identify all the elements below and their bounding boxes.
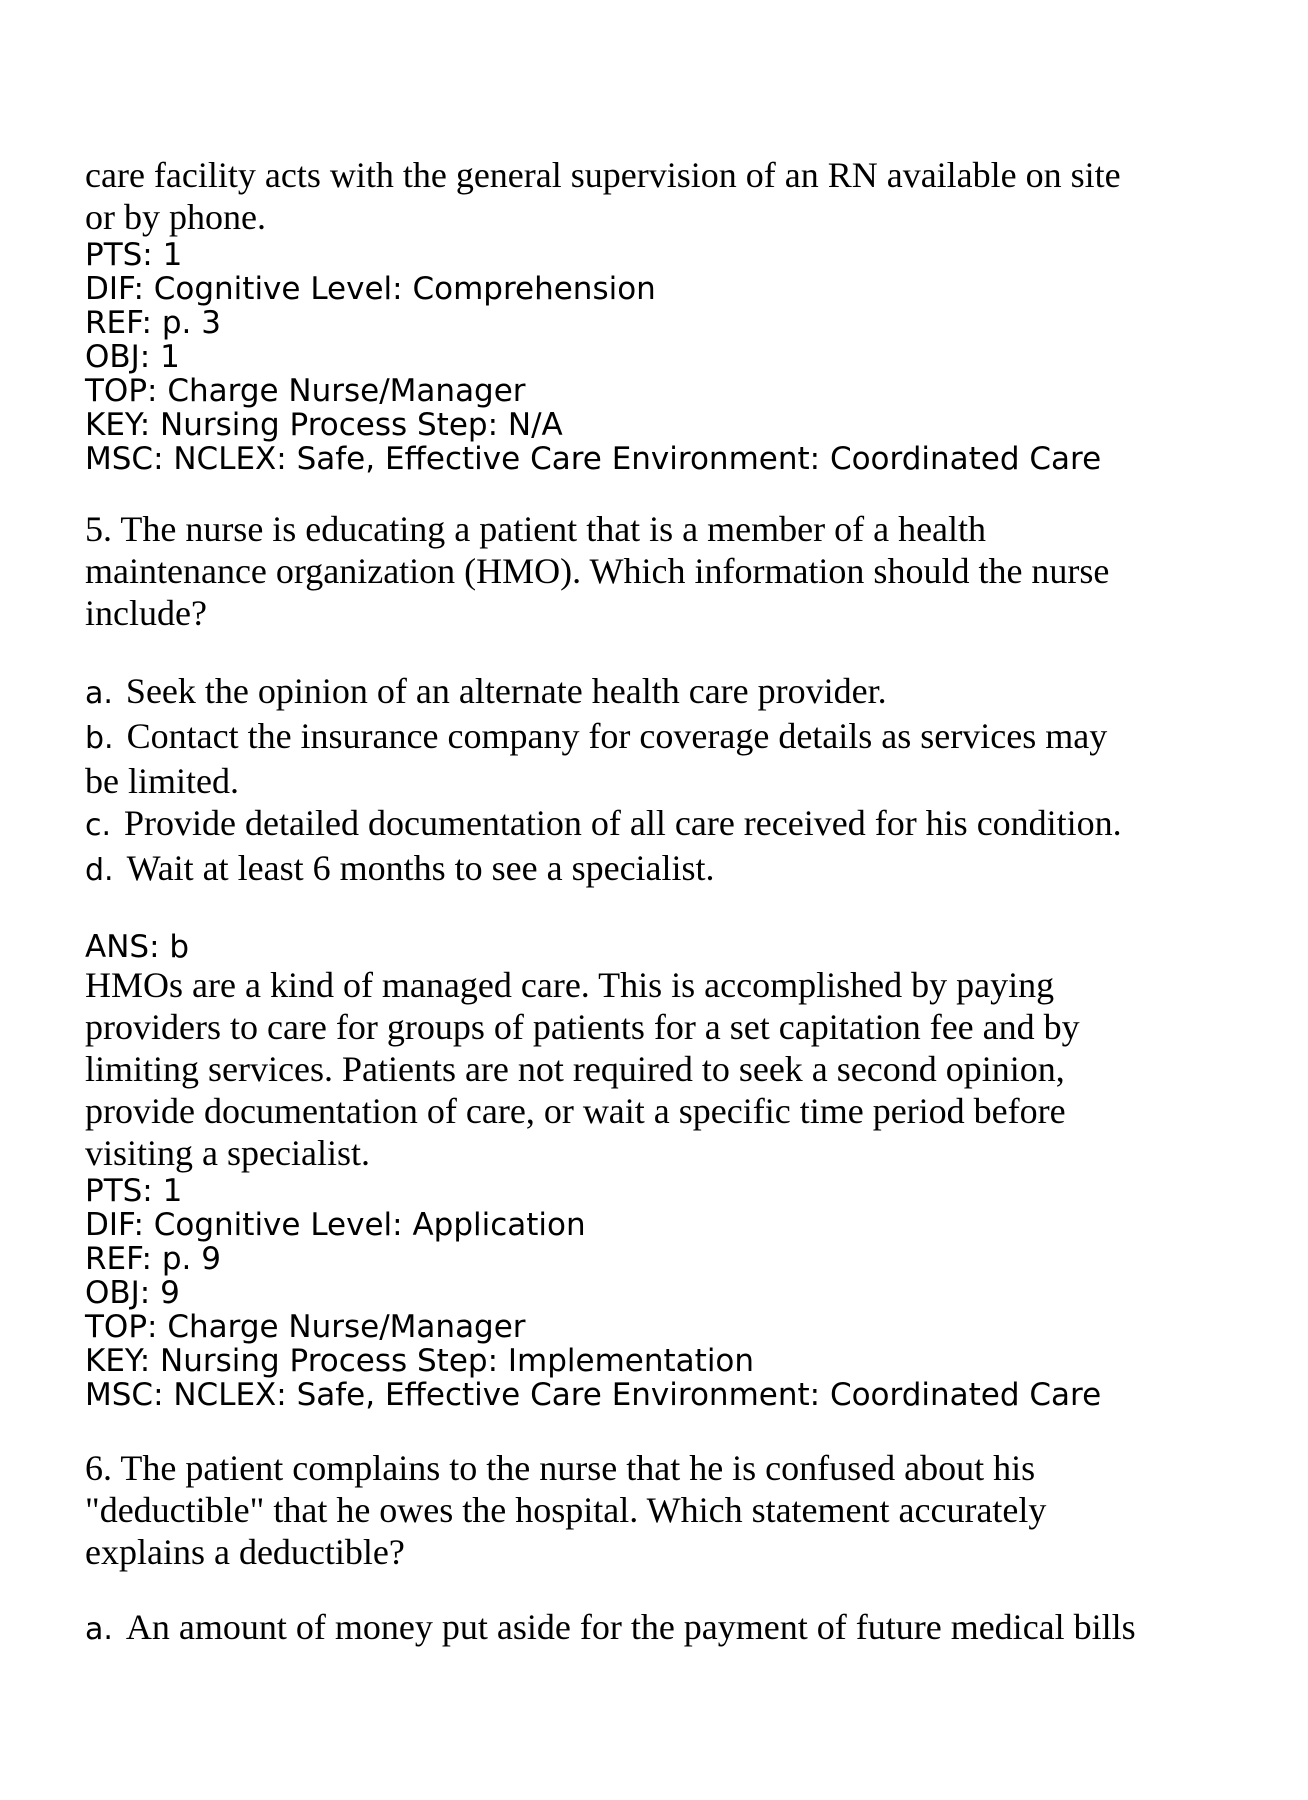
option-letter: a. [85,1612,113,1647]
question-stem-line: 6. The patient complains to the nurse that he is confused about his [85,1448,1036,1488]
meta-line-key: KEY: Nursing Process Step: N/A [85,407,563,443]
question-5 [85,508,1228,1412]
option-d [85,847,1228,892]
meta-line-obj: OBJ: 9 [85,1275,180,1311]
meta-line-top: TOP: Charge Nurse/Manager [85,373,526,409]
option-b-continuation: be limited. [85,761,239,801]
option-letter: b. [85,721,114,756]
answer-options [85,670,1228,892]
meta-line-ref: REF: p. 9 [85,1241,221,1277]
option-a [85,670,1228,715]
option-letter: c. [85,808,112,843]
option-text: Seek the opinion of an alternate health care provider. [125,671,887,711]
rationale-line: limiting services. Patients are not required to seek a second opinion, [85,1049,1065,1089]
answer-block [85,930,1228,1174]
meta-line-obj: OBJ: 1 [85,339,180,375]
option-text: Wait at least 6 months to see a specialist. [126,848,715,888]
question-stem [85,1447,1228,1573]
meta-line-dif: DIF: Cognitive Level: Application [85,1207,586,1243]
meta-line-pts: PTS: 1 [85,1173,183,1209]
meta-line-dif: DIF: Cognitive Level: Comprehension [85,271,656,307]
question-stem [85,508,1228,634]
meta-line-ref: REF: p. 3 [85,305,221,341]
meta-line-pts: PTS: 1 [85,237,183,273]
question-4-tail [85,154,1228,476]
question-text-line: or by phone. [85,197,266,237]
question-stem-line: explains a deductible? [85,1532,405,1572]
option-letter: d. [85,853,114,888]
option-text: Contact the insurance company for coverage details as services may [126,716,1108,756]
question-text-line: care facility acts with the general supervision of an RN available on site [85,155,1121,195]
question-5-meta [85,1174,1228,1412]
question-stem-line: include? [85,593,207,633]
rationale-line: HMOs are a kind of managed care. This is accomplished by paying [85,965,1055,1005]
option-text: Provide detailed documentation of all care received for his condition. [124,803,1122,843]
option-text: An amount of money put aside for the payment of future medical bills [125,1607,1136,1647]
meta-line-msc: MSC: NCLEX: Safe, Effective Care Environment: Coordinated Care [85,1377,1102,1413]
rationale-line: visiting a specialist. [85,1133,370,1173]
rationale-line: providers to care for groups of patients for a set capitation fee and by [85,1007,1080,1047]
question-6 [85,1447,1228,1651]
question-stem-line: maintenance organization (HMO). Which information should the nurse [85,551,1110,591]
answer-line: ANS: b [85,929,190,965]
rationale-line: provide documentation of care, or wait a specific time period before [85,1091,1066,1131]
option-letter: a. [85,676,113,711]
option-b [85,715,1228,760]
option-a [85,1606,1228,1651]
option-c [85,802,1228,847]
question-stem-line: 5. The nurse is educating a patient that is a member of a health [85,509,987,549]
meta-line-msc: MSC: NCLEX: Safe, Effective Care Environment: Coordinated Care [85,441,1102,477]
question-stem-line: "deductible" that he owes the hospital. Which statement accurately [85,1490,1047,1530]
answer-options [85,1606,1228,1651]
meta-line-key: KEY: Nursing Process Step: Implementation [85,1343,755,1379]
meta-line-top: TOP: Charge Nurse/Manager [85,1309,526,1345]
